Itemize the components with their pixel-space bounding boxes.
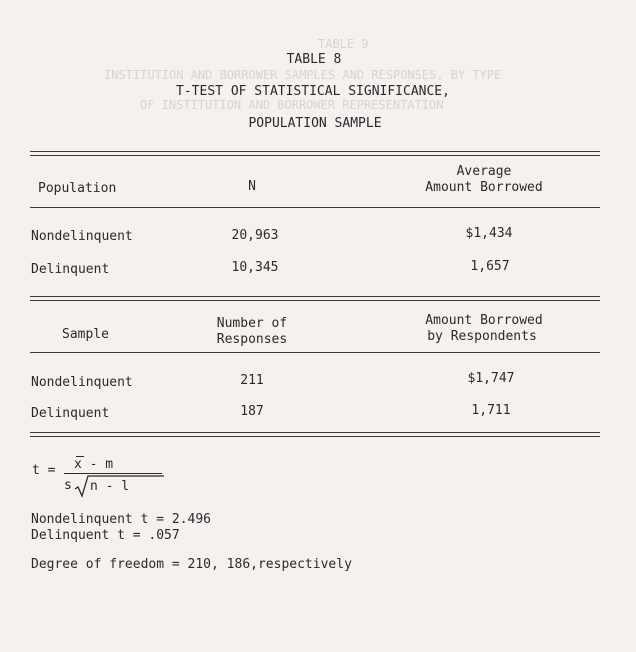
- table-row-amount: $1,434: [465, 226, 513, 241]
- table-subtitle: POPULATION SAMPLE: [248, 116, 382, 131]
- bleed-through-text: TABLE 9: [318, 37, 369, 51]
- table-row-n: 211: [240, 373, 264, 388]
- header-amount-1: Amount Borrowed: [425, 313, 543, 328]
- degrees-of-freedom: Degree of freedom = 210, 186,respectively: [31, 557, 352, 572]
- header-n: N: [248, 179, 256, 194]
- bleed-through-text: OF INSTITUTION AND BORROWER REPRESENTATION: [140, 98, 444, 112]
- table-row-amount: $1,747: [467, 371, 515, 386]
- formula-radicand: n - l: [90, 479, 130, 494]
- header-average-2: Amount Borrowed: [425, 180, 543, 195]
- header-responses-1: Number of: [216, 316, 288, 331]
- result-delinquent: Delinquent t = .057: [31, 528, 180, 543]
- table-bottom-rule: [30, 432, 600, 437]
- formula-numerator: x - m: [74, 457, 114, 472]
- header-population: Population: [38, 181, 117, 196]
- table-row-label: Nondelinquent: [31, 375, 133, 390]
- table-number: TABLE 8: [286, 52, 342, 67]
- table-title: T-TEST OF STATISTICAL SIGNIFICANCE,: [176, 84, 450, 99]
- header-rule: [30, 207, 600, 208]
- header-rule: [30, 352, 600, 353]
- table-row-amount: 1,711: [471, 403, 511, 418]
- header-responses-2: Responses: [216, 332, 288, 347]
- t-test-formula: [32, 458, 172, 508]
- table-top-rule: [30, 151, 600, 156]
- header-sample: Sample: [62, 327, 109, 342]
- table-row-label: Nondelinquent: [31, 229, 133, 244]
- bleed-through-text: INSTITUTION AND BORROWER SAMPLES AND RESPONSES, BY TYPE: [104, 68, 502, 82]
- table-row-n: 187: [240, 404, 264, 419]
- formula-lhs: t =: [32, 463, 56, 478]
- table-row-n: 10,345: [231, 260, 279, 275]
- section-rule: [30, 296, 600, 301]
- table-row-label: Delinquent: [31, 406, 110, 421]
- header-amount-2: by Respondents: [427, 329, 537, 344]
- header-average-1: Average: [456, 164, 512, 179]
- table-row-n: 20,963: [231, 228, 279, 243]
- result-nondelinquent: Nondelinquent t = 2.496: [31, 512, 212, 527]
- table-row-label: Delinquent: [31, 262, 110, 277]
- formula-s: s: [64, 478, 72, 493]
- table-row-amount: 1,657: [470, 259, 510, 274]
